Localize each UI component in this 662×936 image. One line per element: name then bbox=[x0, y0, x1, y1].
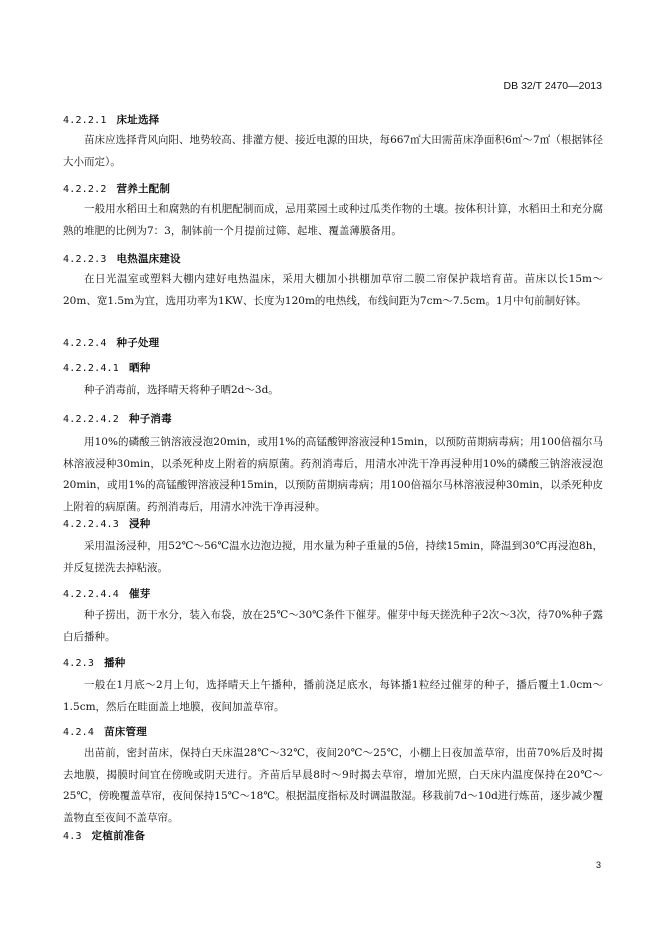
section-heading bbox=[63, 724, 147, 739]
section-title: 床址选择 bbox=[116, 114, 160, 126]
section-heading bbox=[63, 411, 172, 426]
section-number: 4.2.2.1 bbox=[63, 115, 107, 126]
section-paragraph: 在日光温室或塑料大棚内建好电热温床，采用大棚加小拱棚加草帘二膜二帘保护栽培育苗。苗床以长15m～20m、宽1.5m为宜，选用功率为1KW、长度为120m的电热线，布线间距为7cm～7.5cm。1月中旬前制好钵。 bbox=[63, 273, 603, 307]
section-number: 4.2.2.4 bbox=[63, 338, 107, 349]
section-heading bbox=[63, 516, 150, 531]
section-heading bbox=[63, 828, 145, 843]
section-title: 催芽 bbox=[129, 588, 151, 600]
section-paragraph: 用10%的磷酸三钠溶液浸泡20min，或用1%的高锰酸钾溶液浸种15min，以预防苗期病毒病；用100倍福尔马林溶液浸种30min，以杀死种皮上附着的病原菌。药剂消毒后，用清水冲洗干净再浸种用10%的磷酸三钠溶液浸泡20min，或用1%的高锰酸钾溶液浸种15min，以预防苗期病毒病；用100倍福尔马林溶液浸种30min，以杀死种皮上附着的病原菌。药剂消毒后，用清水冲洗干净再浸种。 bbox=[63, 436, 603, 513]
section-heading bbox=[63, 335, 159, 350]
section-paragraph: 种子捞出，沥干水分，装入布袋，放在25℃～30℃条件下催芽。催芽中每天搓洗种子2次～3次，待70%种子露白后播种。 bbox=[63, 609, 603, 643]
section-title: 晒种 bbox=[129, 362, 151, 374]
section-number: 4.3 bbox=[63, 831, 82, 842]
section-heading bbox=[63, 181, 170, 196]
section-title: 营养土配制 bbox=[116, 183, 171, 195]
section-title: 播种 bbox=[104, 657, 126, 669]
section-paragraph: 一般用水稻田土和腐熟的有机肥配制而成，忌用菜园土或种过瓜类作物的土壤。按体积计算，水稻田土和充分腐熟的堆肥的比例为7：3，制钵前一个月提前过筛、起堆、覆盖薄膜备用。 bbox=[63, 203, 603, 237]
section-title: 浸种 bbox=[129, 518, 151, 530]
section-number: 4.2.2.4.4 bbox=[63, 589, 119, 600]
section-number: 4.2.2.4.2 bbox=[63, 414, 119, 425]
section-number: 4.2.3 bbox=[63, 658, 95, 669]
section-number: 4.2.2.2 bbox=[63, 184, 107, 195]
standard-number-header: DB 32/T 2470—2013 bbox=[503, 80, 602, 92]
section-heading bbox=[63, 586, 150, 601]
section-number: 4.2.2.4.1 bbox=[63, 363, 119, 374]
section-heading bbox=[63, 251, 181, 266]
section-heading bbox=[63, 112, 159, 127]
section-title: 电热温床建设 bbox=[116, 253, 181, 265]
section-number: 4.2.4 bbox=[63, 727, 95, 738]
section-paragraph: 一般在1月底～2月上旬，选择晴天上午播种，播前浇足底水，每钵播1粒经过催芽的种子，播后覆土1.0cm～1.5cm，然后在畦面盖上地膜，夜间加盖草帘。 bbox=[63, 679, 603, 713]
section-paragraph: 苗床应选择背风向阳、地势较高、排灌方便、接近电源的田块，每667㎡大田需苗床净面积6㎡～7㎡（根据钵径大小而定）。 bbox=[63, 134, 603, 168]
section-paragraph: 采用温汤浸种，用52℃～56℃温水边泡边搅，用水量为种子重量的5倍，持续15min，降温到30℃再浸泡8h，并反复搓洗去掉粘液。 bbox=[63, 540, 603, 574]
section-heading bbox=[63, 360, 150, 375]
section-number: 4.2.2.4.3 bbox=[63, 519, 119, 530]
page-number: 3 bbox=[595, 860, 601, 870]
section-paragraph: 种子消毒前，选择晴天将种子晒2d～3d。 bbox=[84, 384, 279, 396]
section-title: 种子消毒 bbox=[129, 413, 172, 425]
section-paragraph: 出苗前，密封苗床，保持白天床温28℃～32℃，夜间20℃～25℃，小棚上日夜加盖草帘，出苗70%后及时揭去地膜，揭膜时间宜在傍晚或阴天进行。齐苗后早晨8时～9时揭去草帘，增加光照，白天床内温度保持在20℃～25℃，傍晚覆盖草帘，夜间保持15℃～18℃。根据温度指标及时调温散湿。移栽前7d～10d进行炼苗，逐步减少覆盖物直至夜间不盖草帘。 bbox=[63, 747, 603, 824]
section-title: 苗床管理 bbox=[104, 726, 147, 738]
section-heading bbox=[63, 655, 126, 670]
section-number: 4.2.2.3 bbox=[63, 254, 107, 265]
section-title: 种子处理 bbox=[116, 337, 160, 349]
section-title: 定植前准备 bbox=[91, 830, 146, 842]
